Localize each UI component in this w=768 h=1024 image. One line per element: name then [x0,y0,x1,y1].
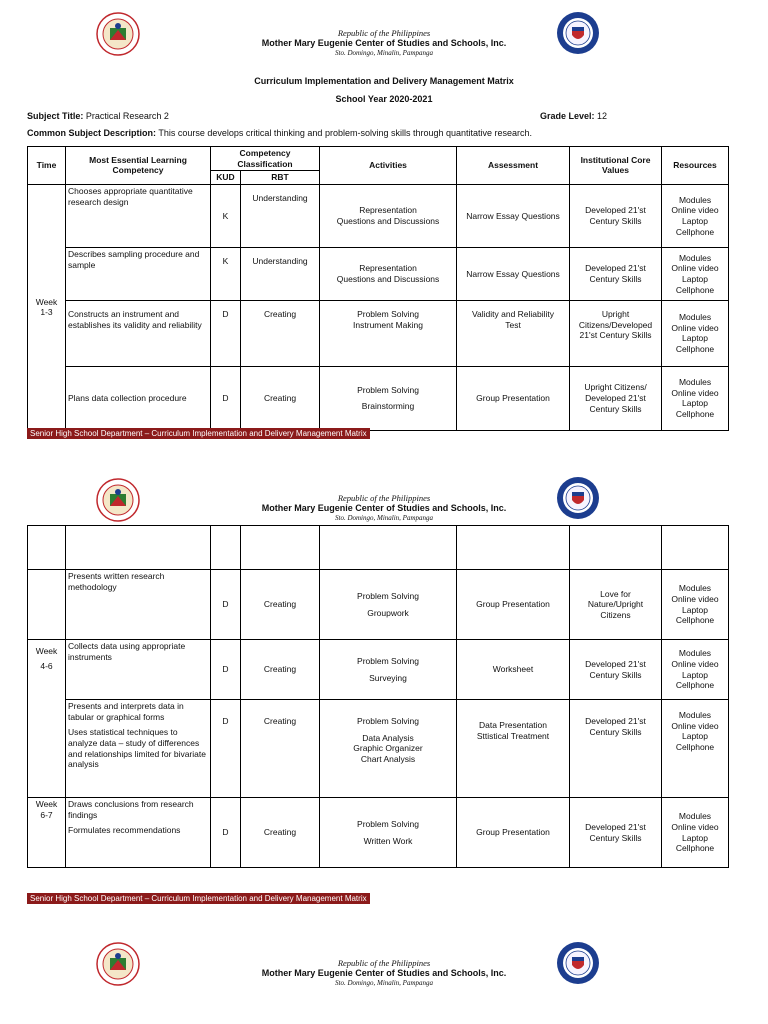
col-assessment: Assessment [457,147,570,185]
activities-cell: Problem Solving Written Work [320,798,457,868]
col-activities: Activities [320,147,457,185]
republic-text: Republic of the Philippines [337,958,431,968]
table-row [28,700,729,798]
matrix-table-1 [27,146,729,431]
time-cell: Week 6-7 [28,798,66,868]
header-row [28,147,729,171]
melc-cell: Plans data collection procedure [66,366,211,430]
table-row [28,570,729,640]
school-year: School Year 2020-2021 [335,94,433,104]
col-time: Time [28,147,66,185]
grade-level-label: Grade Level: [540,111,595,121]
assessment-cell: Group Presentation [457,570,570,640]
school-name: Mother Mary Eugenie Center of Studies and Schools, Inc. [261,38,507,48]
school-address: Sto. Domingo, Minalin, Pampanga [335,49,433,57]
department-footer: Senior High School Department – Curriculum Implementation and Delivery Management Matrix [27,428,370,439]
time-cell: Week 1-3 [28,184,66,430]
table-row [28,247,729,300]
col-rbt: RBT [241,171,320,185]
subject-title [27,111,169,121]
core-values-cell: Upright Citizens/Developed 21'st Century Skills [570,300,662,366]
melc-cell: Draws conclusions from research findings Formulates recommendations [66,798,211,868]
assessment-cell: Data Presentation Sttistical Treatment [457,700,570,798]
rbt-cell: Creating [241,700,320,798]
school-name: Mother Mary Eugenie Center of Studies and Schools, Inc. [261,968,507,978]
melc-cell: Collects data using appropriate instruments [66,640,211,700]
assessment-cell: Group Presentation [457,798,570,868]
subject-description [27,128,532,138]
activities-cell: Representation Questions and Discussions [320,184,457,247]
melc-cell: Chooses appropriate quantitative research design [66,184,211,247]
resources-cell: Modules Online video Laptop Cellphone [662,700,729,798]
kud-cell: D [211,700,241,798]
core-values-cell: Developed 21'st Century Skills [570,247,662,300]
rbt-cell: Understanding [241,184,320,247]
assessment-cell: Group Presentation [457,366,570,430]
department-footer: Senior High School Department – Curriculum Implementation and Delivery Management Matrix [27,893,370,904]
col-resources: Resources [662,147,729,185]
republic-text: Republic of the Philippines [337,28,431,38]
assessment-cell: Validity and Reliability Test [457,300,570,366]
document-title: Curriculum Implementation and Delivery Management Matrix [254,76,514,86]
core-values-cell: Developed 21'st Century Skills [570,798,662,868]
kud-cell: D [211,570,241,640]
rbt-cell: Creating [241,798,320,868]
matrix-table-2 [27,525,729,868]
kud-cell: D [211,366,241,430]
school-address: Sto. Domingo, Minalin, Pampanga [335,514,433,522]
kud-cell: D [211,300,241,366]
kud-cell: D [211,640,241,700]
rbt-cell: Creating [241,300,320,366]
core-values-cell: Upright Citizens/ Developed 21'st Century Skills [570,366,662,430]
empty-row [28,526,729,570]
time-cell [28,570,66,640]
core-values-cell: Love for Nature/Upright Citizens [570,570,662,640]
table-row [28,300,729,366]
activities-cell: Problem Solving Instrument Making [320,300,457,366]
activities-cell: Problem Solving Data Analysis Graphic Organizer Chart Analysis [320,700,457,798]
resources-cell: Modules Online video Laptop Cellphone [662,300,729,366]
kud-cell: D [211,798,241,868]
table-row [28,640,729,700]
resources-cell: Modules Online video Laptop Cellphone [662,366,729,430]
school-address: Sto. Domingo, Minalin, Pampanga [335,979,433,987]
activities-cell: Representation Questions and Discussions [320,247,457,300]
core-values-cell: Developed 21'st Century Skills [570,640,662,700]
resources-cell: Modules Online video Laptop Cellphone [662,640,729,700]
kud-cell: K [211,247,241,300]
subject-title-value: Practical Research 2 [85,111,169,121]
col-melc: Most Essential Learning Competency [66,147,211,185]
school-name: Mother Mary Eugenie Center of Studies and Schools, Inc. [261,503,507,513]
col-kud: KUD [211,171,241,185]
rbt-cell: Creating [241,640,320,700]
core-values-cell: Developed 21'st Century Skills [570,700,662,798]
melc-cell: Constructs an instrument and establishes its validity and reliability [66,300,211,366]
republic-text: Republic of the Philippines [337,493,431,503]
core-values-cell: Developed 21'st Century Skills [570,184,662,247]
rbt-cell: Creating [241,570,320,640]
melc-cell: Presents written research methodology [66,570,211,640]
grade-level [540,111,607,121]
time-cell: Week 4-6 [28,640,66,798]
subject-description-value: This course develops critical thinking and problem-solving skills through quantitative research. [158,128,533,138]
resources-cell: Modules Online video Laptop Cellphone [662,570,729,640]
col-core-values: Institutional Core Values [570,147,662,185]
resources-cell: Modules Online video Laptop Cellphone [662,247,729,300]
melc-cell: Describes sampling procedure and sample [66,247,211,300]
assessment-cell: Narrow Essay Questions [457,247,570,300]
grade-level-value: 12 [597,111,608,121]
kud-cell: K [211,184,241,247]
activities-cell: Problem Solving Surveying [320,640,457,700]
subject-description-label: Common Subject Description: [27,128,157,138]
activities-cell: Problem Solving Groupwork [320,570,457,640]
rbt-cell: Creating [241,366,320,430]
assessment-cell: Worksheet [457,640,570,700]
subject-title-label: Subject Title: [27,111,84,121]
col-competency-classification: Competency Classification [211,147,320,171]
activities-cell: Problem Solving Brainstorming [320,366,457,430]
resources-cell: Modules Online video Laptop Cellphone [662,798,729,868]
assessment-cell: Narrow Essay Questions [457,184,570,247]
table-row [28,184,729,247]
table-row [28,366,729,430]
table-row [28,798,729,868]
resources-cell: Modules Online video Laptop Cellphone [662,184,729,247]
melc-cell: Presents and interprets data in tabular or graphical forms Uses statistical techniques to analyze data – study of differences and relationships limited for bivariate analysis [66,700,211,798]
rbt-cell: Understanding [241,247,320,300]
